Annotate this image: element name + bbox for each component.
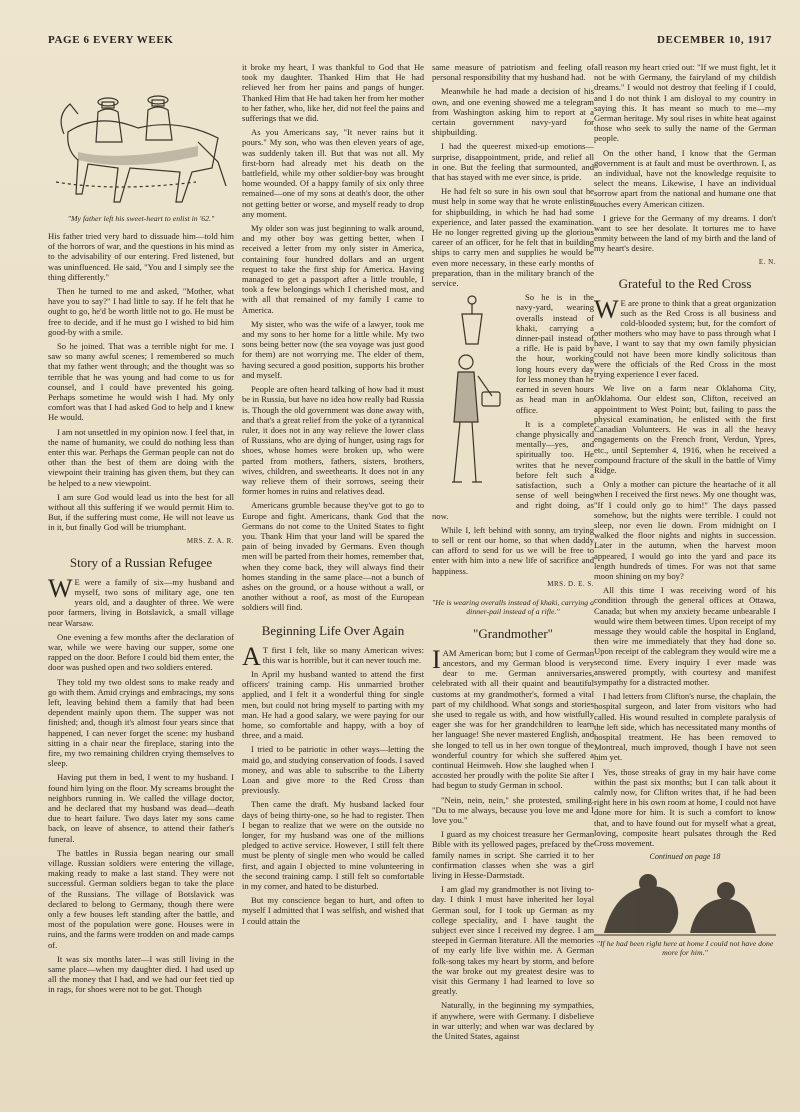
drop-cap: I: [432, 644, 441, 674]
paragraph: It is a complete change physically and mentally—yes, and spiritually too. He writes that he never before felt such a satisfaction, such a sense of well being and right doing, as now.: [432, 418, 594, 521]
paragraph: My sister, who was the wife of a lawyer, took me and my sons to her home for a little while. My two sons being better now (the sea voyage was just good for them) are not worrying me. The elder of them, having secured a good position, supports his brother and myself.: [242, 318, 424, 380]
paragraph: Then came the draft. My husband lacked four days of being thirty-one, so he had to register. Then I began to realize that we were on the outside no longer, for my husband was one of the millions pledged to active service. However, I still felt there must be plenty of single men who would be called first, and again I objected to mine volunteering in the second training camp. I still felt so comfortable in my corner, and hated to be disturbed.: [242, 799, 424, 892]
paragraph: I am not unsettled in my opinion now. I feel that, in the name of humanity, we could do nothing less than enter this war. Perhaps the German people can not do other than the best of them are doing with the viewpoint their training has given them, but they can be helped to a new viewpoint.: [48, 426, 234, 488]
article-heading: Beginning Life Over Again: [261, 622, 405, 638]
paragraph: People are often heard talking of how bad it must be in Russia, but have no idea how really bad Russia is. Though the old government was done away with, and that's a great relief from the yoke of a tyrannical ruler, it does not in any way relieve the lower class of Russians, who are dying of hunger, using rags for shoes, whose homes were broken up, who were parted from mothers, fathers, sisters, brothers, wives, children, and sweethearts. It does not in any way relieve them of their sorrows, seeing their former homes in ruins and relatives dead.: [242, 384, 424, 497]
worker-illustration: [432, 292, 512, 502]
paragraph: It was six months later—I was still living in the same place—when my daughter died. I had used up all the money that I had, and we had our feet tied up in rags, for shoes were not to be got. Though: [48, 953, 234, 995]
signature: MRS. Z. A. R.: [186, 536, 234, 545]
column-1: [48, 62, 234, 1092]
paragraph: W E are prone to think that a great organization such as the Red Cross is all business and cold-blooded system; but, for the comfort of other mothers who may have to pass through what I have, I want to say that my own family physician could not have been more kindly solicitous than were the officials of the Red Cross in the most trying experience I ever faced.: [594, 294, 776, 380]
mother-son-illustration: [594, 865, 776, 937]
paragraph: His father tried very hard to dissuade him—told him of the horrors of war, and the questions in his mind as to the advisability of our entering. Fred listened, but was uninfluenced. He said, "You and I simply see the thing differently.": [48, 231, 234, 282]
drop-cap: W: [594, 294, 619, 324]
paragraph: I guard as my choicest treasure her German Bible with its yellowed pages, prefaced by the family names in script. She carried it to her confirmation classes when she was a girl living in Hesse-Darmstadt.: [432, 829, 594, 881]
paragraph: In April my husband wanted to attend the first officers' training camp. His unmarried brother applied, and I felt it a wonderful thing for single men, but could not bring myself to parting with my man. He had a good salary, we were paying for our home, so comfortable and happy, with a boy of three, and a maid.: [242, 668, 424, 741]
paragraph: Then he turned to me and asked, "Mother, what have you to say?" I had little to say. If he felt that he ought to go, he'd be worth little not to go. He must be free to decide, and if he must go I wished to bid him good-by with a smile.: [48, 286, 234, 337]
paragraph: I AM American born; but I come of German ancestors, and my German blood is very dear to me. German anniversaries, celebrated with all their quaint and beautiful customs at my grandmother's, formed a vital part of my childhood. What songs and stories she used to regale us with, and how wistfully eager she was for her grandchildren to learn her language! She never mastered English, and she longed to tell us in her own tongue of the wonderful country for which she suffered a continual Heimweh. How she laughed when I accosted her proudly with the polite Sie after I had begun to study German in school.: [432, 644, 594, 791]
paragraph: On the other hand, I know that the German government is at fault and must be overthrown. I, as an individual, have not the knowledge requisite to select the means. Likewise, I have an individual sorrow apart from the national and humane one that touches every American citizen.: [594, 147, 776, 209]
article-heading: Story of a Russian Refugee: [69, 554, 213, 570]
article-heading: Grateful to the Red Cross: [618, 275, 752, 291]
drop-cap: A: [242, 641, 261, 671]
column-2: [242, 62, 424, 1092]
paragraph: So he is in the navy-yard, wearing overalls instead of khaki, carrying a dinner-pail instead of a rifle. He is paid by the hour, working long hours every day for less money than he earned in seven hours as head man in an office.: [516, 292, 594, 415]
paragraph: I am glad my grandmother is not living to-day. I think I must have inherited her loyal German soul, for I took up German as my college speciality, and I have taught the subject ever since I received my degree. I am steeped in German literature. All the memories of my early life live within me. A German folk-song takes my heart by storm, and before the war broke out my greatest desire was to visit this Germany I had learned to love so greatly.: [432, 884, 594, 997]
column-3: [432, 62, 594, 1092]
paragraph: it broke my heart, I was thankful to God that He took my daughter. Thanked Him that He had relieved her from her pains and pangs of hunger. Thanked Him that He had taken her from her mother to her father, who, like her, did not feel the pains and sufferings that we did.: [242, 62, 424, 124]
illustration-caption: "My father left his sweet-heart to enlist in '62.": [67, 214, 215, 223]
article-heading: "Grandmother": [473, 625, 553, 641]
paragraph: "Nein, nein, nein," she protested, smiling. "Du to me always, because you love me and I love you.": [432, 794, 594, 825]
paragraph: Meanwhile he had made a decision of his own, and one evening showed me a telegram from Washington asking him to report at a certain government navy-yard for shipbuilding.: [432, 86, 594, 138]
signature: E. N.: [758, 257, 776, 266]
paragraph: I am sure God would lead us into the best for all without all this suffering if we would permit Him to. But, if the suffering must come, He will not leave us in it, but finally God will be triumphant.: [48, 491, 234, 533]
paragraph: I grieve for the Germany of my dreams. I don't want to see her desolate. It tortures me to have enmity between the land of my birth and the land of my heart's desire.: [594, 212, 776, 254]
drop-cap: W: [48, 573, 73, 603]
paragraph: same measure of patriotism and feeling of personal responsibility that my husband had.: [432, 62, 594, 83]
paragraph: They told my two oldest sons to make ready and go with them. Amid cryings and embracings, my sons left, leaving behind them a family that had been dependent mainly upon them. The supper was not finished; and, though it's almost four years since that happened, I can never forget the scene: my husband sitting in a chair near the fireplace, staring into the fire, my two remaining children crying themselves to sleep.: [48, 676, 234, 769]
illustration-caption: "If he had been right here at home I could not have done more for him.": [596, 939, 774, 958]
column-4: [594, 62, 776, 1092]
paragraph: He had felt so sure in his own soul that he must help in some way that he wrote enlisting for shipbuilding, in which he had had some experience, and later passed the examination. He no longer regretted giving up the glorious career of an officer, for he felt that in building ships to carry men and supplies he would be even more necessary, in these early months of preparation, than in the military branch of the service.: [432, 186, 594, 289]
paragraph: The battles in Russia began nearing our small village. Russian soldiers were entering the village, making ready to make a last stand. They were not successful. German soldiers began to take the place of the Russians. The village of Botslavick was declared to belong to Germany, though there were only a few houses left standing after the battle, and most of the population were gone. Houses were in ruins, and the farms were trodden on and made camps of.: [48, 847, 234, 950]
paragraph: all reason my heart cried out: "If we must fight, let it not be with Germany, the fairyland of my childish dreams." I would not destroy that feeling if I could, and I do not think I am disloyal to my country in saying this. It has meant so much to me—my German heritage. My soul rises in white heat against those who seek to sully the name of the German people.: [594, 62, 776, 144]
issue-date: DECEMBER 10, 1917: [656, 34, 772, 46]
page-number-and-title: PAGE 6 EVERY WEEK: [48, 34, 174, 46]
paragraph: I had letters from Clifton's nurse, the chaplain, the hospital surgeon, and later from visitors who had called. His wound resulted in complete paralysis of the left side, which has necessitated many months of hospital treatment. He has been removed to Montreal, much improved, though I have not seen him yet.: [594, 691, 776, 763]
paragraph: My older son was just beginning to walk around, and my other boy was getting better, when I received a letter from my only sister in America, containing four hundred dollars and an urgent request to take the first ship for America. Having managed to get a passport after a little trouble, I took a few belongings which I cherished most, and with all that remained of my family I came to America.: [242, 223, 424, 315]
continued-note: Continued on page 18: [649, 852, 721, 862]
paragraph: I tried to be patriotic in other ways—letting the maid go, and studying conservation of foods. I saved money, and was able to subscribe to the Liberty Loan and give more to the Red Cross than previously.: [242, 744, 424, 796]
page-header: [48, 34, 772, 52]
paragraph: Americans grumble because they've got to go to Europe and fight. Americans, thank God that the Germans do not come to the United States to fight you. Thank Him that your land will be spared the pain of being invaded by Germans. Even though men will be parted from their homes, remember that, when they come back, they will always find their homes standing in the same place—not a bunch of ashes on the ground, or a house without a wall, or another without a roof, as most of the European soldiers will find.: [242, 500, 424, 613]
paragraph: All this time I was receiving word of his condition through the general offices at Ottawa, Canada; but when my anxiety became unbearable I would wire them between times. Upon receipt of my message they would cable the hospital in England, then wire me immediately that they had done so. Upon receipt of the cablegram they would wire me a second time. Every inquiry I ever made was answered promptly, with courtesy and manifest sympathy for a distracted mother.: [594, 585, 776, 687]
paragraph: Only a mother can picture the heartache of it all when I received the first news. My one thought was, "If I could only go to him!" The days passed somehow, but the nights were terrible. I could not sleep, nor even lie down. From midnight on I walked the floor nights and nights in succession. Later in the autumn, when the harvest moon appeared, I would go into the yard and pace its length hundreds of times. For was not that same moon shining on my boy?: [594, 479, 776, 581]
paragraph: Having put them in bed, I went to my husband. I found him lying on the floor. My screams brought the neighbors running in. We called the village doctor, and he declared that my husband was dead—death due to heart failure. Two days later my sons came back, on leave of absence, to attend their father's funeral.: [48, 772, 234, 844]
soldier-horses-illustration: [48, 62, 234, 212]
illustration-caption: "He is wearing overalls instead of khaki, carrying a dinner-pail instead of a rifle.": [432, 597, 594, 616]
paragraph: So he joined. That was a terrible night for me. I saw so many awful scenes; I remembered so much that my father went through; and the thought was so terrible that he was young and had come to us for counsel, and I could have prevented his going. Perhaps sometime he would wish I had. My only comfort was that I had asked God to help and I knew He would.: [48, 341, 234, 423]
paragraph: Yes, those streaks of gray in my hair have come within the past six months; but I can talk about it calmly now, for Clifton writes that, if he had been right here in his own room at home, I could not have done more for him. It is such a comfort to know that, and to have found out for myself what a great, loving, composite heart pulsates through the Red Cross movement.: [594, 766, 776, 849]
paragraph: Naturally, in the beginning my sympathies, if anywhere, were with Germany. I disbelieve in war utterly; and when war was declared by the United States, against: [432, 1000, 594, 1042]
paragraph: We live on a farm near Oklahoma City, Oklahoma. Our eldest son, Clifton, received an appointment to West Point; but, failing to pass the physical examination, he enlisted with the first Canadian Volunteers. He was in all the heavy engagements on the French front, Verdun, Ypres, etc., until September 4, 1916, when he received a compound fracture of the skull in the battle of Vimy Ridge.: [594, 383, 776, 475]
paragraph: As you Americans say, "It never rains but it pours." My son, who was then eleven years of age, was suddenly taken ill. But that was not all. My first-born had already met his death on the battlefield, while my other soldier-boy was brought home wounded. Of a happy family of six only three remained—one of my sons at death's door, the other not getting better or worse, and myself ready to drop any moment.: [242, 127, 424, 219]
paragraph: W E were a family of six—my husband and myself, two sons of military age, one ten years old, and a daughter of three. We were poor farmers, living in Botslavick, a small village near Warsaw.: [48, 573, 234, 628]
paragraph: I had the queerest mixed-up emotions—surprise, disappointment, pride, and relief all in one. But the feeling that surmounted, and that has stayed with me ever since, is pride.: [432, 141, 594, 183]
paragraph: While I, left behind with sonny, am trying to sell or rent our home, so that when daddy can afford to send for us we will be free to enter with him into a new life of sacrifice and happiness.: [432, 524, 594, 576]
paragraph: A T first I felt, like so many American wives: this war is horrible, but it can never touch me.: [242, 641, 424, 671]
paragraph: But my conscience began to hurt, and often to myself I admitted that I was selfish, and wished that I could attain the: [242, 895, 424, 926]
signature: MRS. D. E. S.: [547, 579, 594, 588]
paragraph: One evening a few months after the declaration of war, while we were having our supper, some one rapped on the door. Before I could bid them enter, the door was pushed open and two soldiers entered.: [48, 631, 234, 673]
